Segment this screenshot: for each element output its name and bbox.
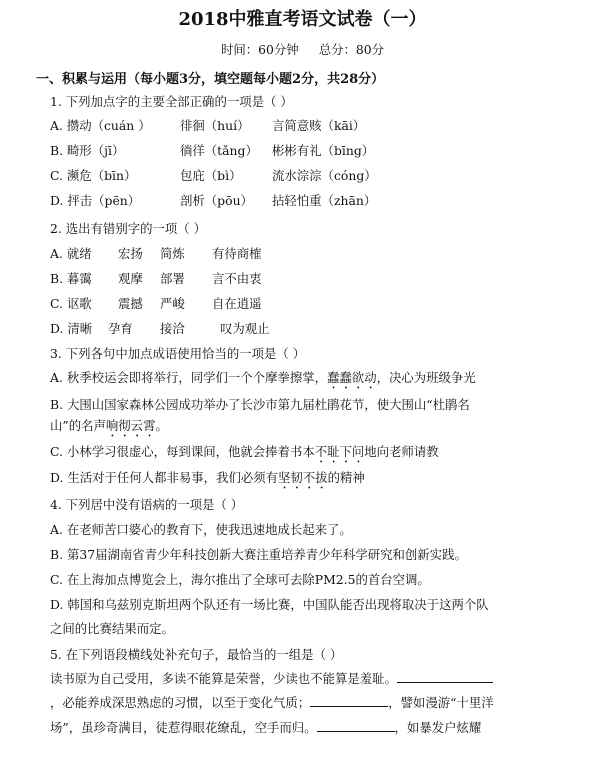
q2-option-a-word4: 有待商榷: [212, 246, 262, 261]
q1-option-b: B. 畸形（jī）: [50, 143, 125, 158]
q2-option-d-word3: 接洽: [160, 321, 185, 336]
q3-d-tail: 的精神: [327, 470, 365, 485]
q3-b-tail: 。: [155, 418, 168, 433]
q2-option-a-word3: 简炼: [160, 246, 185, 261]
q5-p3-text: 场”，虽珍奇满目，徒惹得眼花缭乱，空手而归。: [50, 720, 317, 735]
q5-p2-tail: ，譬如漫游“十里洋: [388, 695, 494, 710]
q2-option-d-word2: 孕育: [108, 321, 133, 336]
q5-blank-2[interactable]: [310, 695, 388, 707]
q4-stem: 4. 下列居中没有语病的一项是（ ）: [50, 497, 244, 512]
q4-option-b: B. 第37届湖南省青少年科技创新大赛注重培养青少年科学研究和创新实践。: [50, 547, 467, 562]
q3-b-text: 山”的名声: [50, 418, 106, 433]
q1-option-a-word2: 徘徊（huí）: [180, 118, 250, 133]
q3-b-idiom: 响彻云霄: [105, 418, 156, 433]
q5-p1-text: 读书原为自己受用，多读不能算是荣誉，少读也不能算是羞耻。: [50, 671, 397, 686]
q5-passage-line2: [50, 695, 494, 711]
q3-c-text: C. 小林学习很虚心，每到课间，他就会捧着书本: [50, 444, 315, 459]
q4-option-d-line1: D. 韩国和乌兹别克斯坦两个队还有一场比赛，中国队能否出现将取决于这两个队: [50, 597, 489, 612]
q2-option-b-word2: 观摩: [118, 271, 143, 286]
q3-c-idiom: 不耻下问: [314, 444, 365, 459]
q1-option-c: C. 濒危（bīn）: [50, 168, 137, 183]
total-score: 总分：80分: [318, 42, 385, 57]
q2-stem: 2. 选出有错别字的一项（ ）: [50, 221, 206, 236]
q3-stem: 3. 下列各句中加点成语使用恰当的一项是（ ）: [50, 346, 306, 361]
q4-option-d-line2: 之间的比赛结果而定。: [50, 621, 174, 636]
q3-d-idiom: 坚韧不拔: [278, 470, 328, 485]
q1-option-c-word3: 流水淙淙（cóng）: [272, 168, 377, 183]
q5-p2-text: ，必能养成深思熟虑的习惯，以至于变化气质；: [50, 695, 311, 710]
q3-option-b-line1: B. 大围山国家森林公园成功举办了长沙市第九届杜鹃花节，使大围山“杜鹃名: [50, 397, 470, 412]
time-limit: 时间：60分钟: [220, 42, 299, 57]
q1-option-c-word2: 包庇（bì）: [180, 168, 242, 183]
q2-option-a-word2: 宏扬: [118, 246, 143, 261]
q2-option-d: D. 清晰: [50, 321, 93, 336]
q5-passage-line1: [50, 671, 493, 687]
q2-option-a: A. 就绪: [50, 246, 92, 261]
q3-d-text: D. 生活对于任何人都非易事，我们必须有: [50, 470, 279, 485]
q2-option-c-word2: 震撼: [118, 296, 143, 311]
q2-option-c-word4: 自在逍遥: [212, 296, 262, 311]
q3-a-tail: ，决心为班级争光: [376, 370, 476, 385]
q3-option-b-line2: [50, 418, 168, 440]
q1-option-d-word2: 剖析（pōu）: [180, 193, 253, 208]
q1-option-d: D. 抨击（pēn）: [50, 193, 141, 208]
q1-option-a: A. 攒动（cuán ）: [50, 118, 151, 133]
q1-option-d-word3: 拈轻怕重（zhān）: [272, 193, 377, 208]
q1-stem: 1. 下列加点字的主要全部正确的一项是（ ）: [50, 94, 293, 109]
q3-option-a: [50, 370, 476, 392]
q4-option-c: C. 在上海加点博览会上，海尔推出了全球可去除PM2.5的首台空调。: [50, 572, 430, 587]
q3-a-idiom: 蠢蠢欲动: [327, 370, 377, 385]
q3-a-text: A. 秋季校运会即将举行，同学们一个个摩拳擦掌，: [50, 370, 328, 385]
q2-option-b-word3: 部署: [160, 271, 185, 286]
q2-option-b: B. 暮霭: [50, 271, 92, 286]
q1-option-a-word3: 言简意赅（kāi）: [272, 118, 366, 133]
q3-option-d: [50, 470, 365, 492]
q2-option-b-word4: 言不由衷: [212, 271, 262, 286]
q5-stem: 5. 在下列语段横线处补充句子，最恰当的一组是（ ）: [50, 647, 343, 662]
page-title: 2018中雅直考语文试卷（一）: [178, 9, 427, 30]
q5-blank-1[interactable]: [397, 671, 493, 683]
q2-option-c: C. 讴歌: [50, 296, 92, 311]
q2-option-c-word3: 严峻: [160, 296, 185, 311]
q1-option-b-word3: 彬彬有礼（bīng）: [272, 143, 375, 158]
exam-meta: [0, 42, 605, 58]
q1-option-b-word2: 徜徉（tǎng）: [180, 143, 258, 158]
section-heading: 一、积累与运用（每小题3分，填空题每小题2分，共28分）: [36, 72, 385, 87]
q5-blank-3[interactable]: [317, 720, 395, 732]
q3-c-tail: 地向老师请教: [364, 444, 439, 459]
q5-passage-line3: [50, 720, 481, 736]
q5-p3-tail: ，如暴发户炫耀: [394, 720, 482, 735]
q2-option-d-word4: 叹为观止: [220, 321, 270, 336]
q4-option-a: A. 在老师苦口婆心的教育下，使我迅速地成长起来了。: [50, 522, 352, 537]
q3-option-c: [50, 444, 439, 466]
